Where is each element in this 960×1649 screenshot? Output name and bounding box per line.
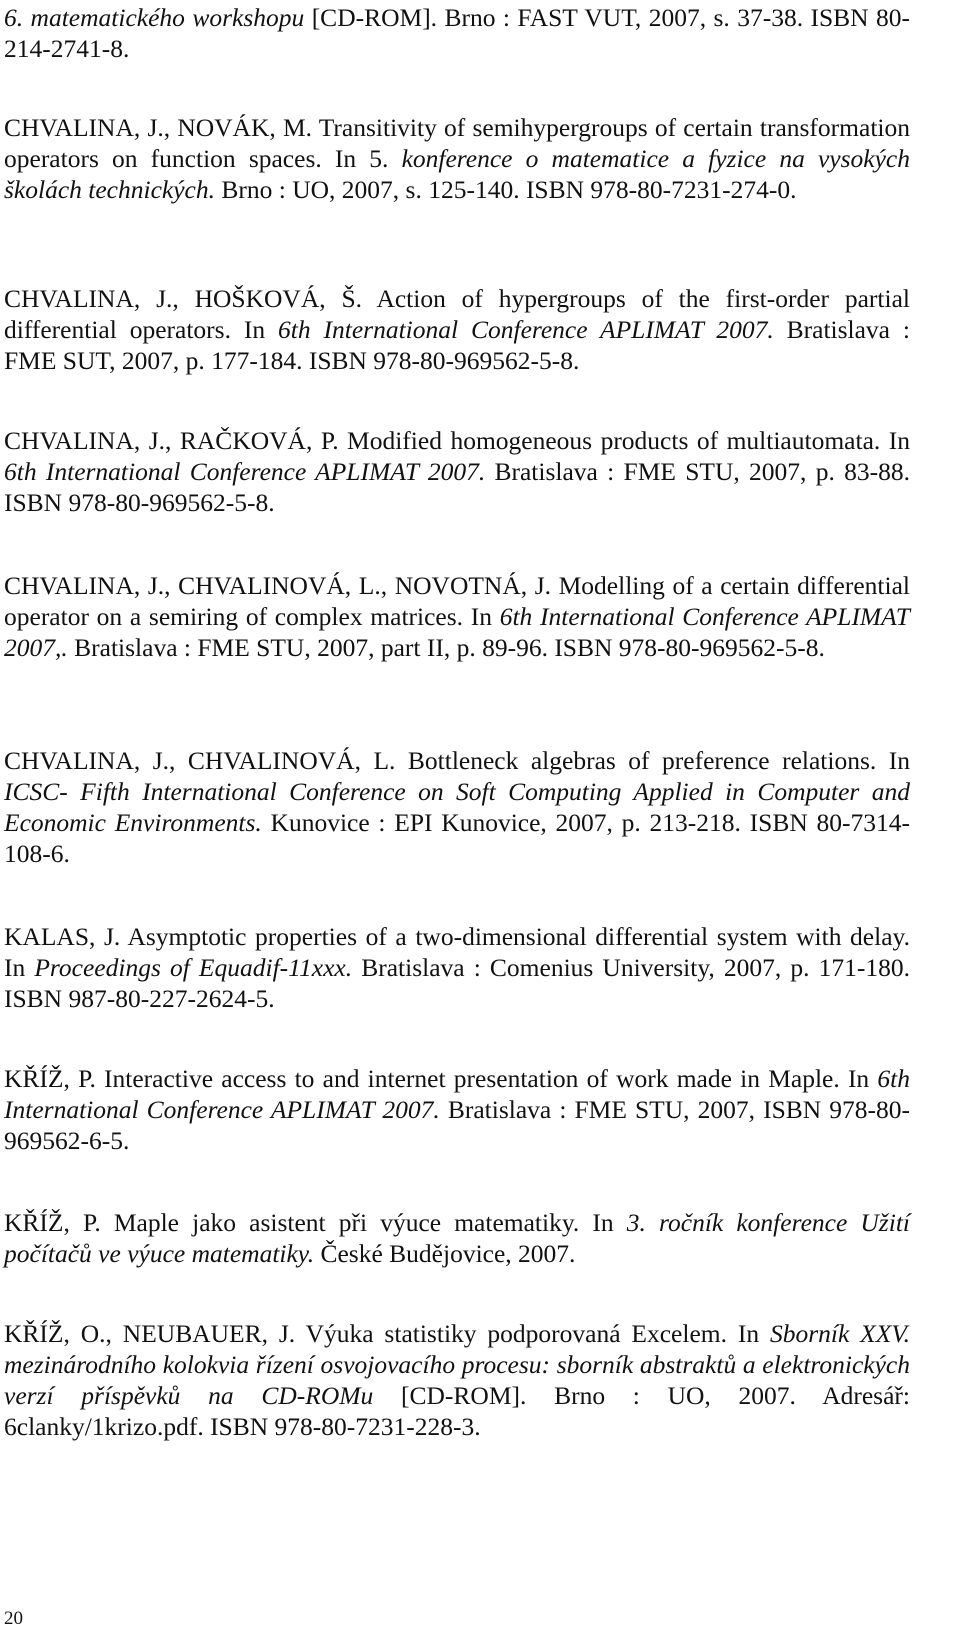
reference-text: CHVALINA, J., CHVALINOVÁ, L., NOVOTNÁ, J. Modelling of a certain differential operator on a semiring of complex matrices. In [4,571,910,631]
reference-entry [4,570,910,663]
reference-entry [4,1063,910,1156]
page-number: 20 [4,1608,23,1629]
reference-entry [4,2,910,64]
reference-text: CHVALINA, J., NOVÁK, M. Transitivity of semihypergroups of certain transformation operators on function spaces. In 5. [4,113,910,173]
reference-text: Bratislava : FME STU, 2007, ISBN 978-80-969562-6-5. [4,1095,911,1155]
reference-text: CHVALINA, J., RAČKOVÁ, P. Modified homogeneous products of multiautomata. In [4,426,910,455]
reference-title-italic: konference o matematice a fyzice na vysokých školách technických. [4,144,910,204]
reference-title-italic: 6th International Conference APLIMAT 2007. [278,315,774,344]
reference-entry [4,112,910,205]
reference-title-italic: 6. matematického workshopu [4,3,305,32]
reference-entry [4,921,910,1014]
reference-entry [4,283,910,376]
reference-title-italic: 6th International Conference APLIMAT 2007,. [4,602,910,662]
reference-text: Kunovice : EPI Kunovice, 2007, p. 213-218. ISBN 80-7314-108-6. [4,808,910,868]
reference-text: [CD-ROM]. Brno : FAST VUT, 2007, s. 37-38. ISBN 80-214-2741-8. [4,3,911,63]
reference-entry [4,1207,910,1269]
reference-text: KŘÍŽ, O., NEUBAUER, J. Výuka statistiky podporovaná Excelem. In [4,1319,770,1348]
reference-text: Bratislava : Comenius University, 2007, p. 171-180. ISBN 987-80-227-2624-5. [4,953,910,1013]
reference-text: [CD-ROM]. Brno : UO, 2007. Adresář: 6clanky/1krizo.pdf. ISBN 978-80-7231-228-3. [4,1381,910,1441]
reference-entry [4,745,910,869]
reference-title-italic: ICSC- Fifth International Conference on Soft Computing Applied in Computer and Economic Environments. [4,777,910,837]
reference-text: CHVALINA, J., HOŠKOVÁ, Š. Action of hypergroups of the first-order partial differential operators. In [4,284,910,344]
reference-text: Bratislava : FME STU, 2007, p. 83-88. ISBN 978-80-969562-5-8. [4,457,910,517]
reference-text: CHVALINA, J., CHVALINOVÁ, L. Bottleneck algebras of preference relations. In [4,746,910,775]
reference-text: Brno : UO, 2007, s. 125-140. ISBN 978-80-7231-274-0. [214,175,797,204]
reference-entry [4,425,910,518]
reference-title-italic: Sborník XXV. mezinárodního kolokvia řízení osvojovacího procesu: sborník abstraktů a elektronických verzí příspěvků na CD-ROMu [4,1319,910,1410]
reference-text: KŘÍŽ, P. Maple jako asistent při výuce matematiky. In [4,1208,627,1237]
reference-text: KALAS, J. Asymptotic properties of a two-dimensional differential system with delay. In [4,922,910,982]
reference-text: KŘÍŽ, P. Interactive access to and internet presentation of work made in Maple. In [4,1064,878,1093]
reference-entry [4,1318,910,1442]
reference-title-italic: Proceedings of Equadif-11xxx. [34,953,353,982]
reference-text: Bratislava : FME STU, 2007, part II, p. 89-96. ISBN 978-80-969562-5-8. [67,633,825,662]
reference-title-italic: 6th International Conference APLIMAT 2007. [4,457,486,486]
reference-text: České Budějovice, 2007. [314,1239,576,1268]
reference-title-italic: 3. ročník konference Užití počítačů ve výuce matematiky. [4,1208,910,1268]
reference-title-italic: 6th International Conference APLIMAT 2007. [4,1064,910,1124]
reference-text: Bratislava : FME SUT, 2007, p. 177-184. ISBN 978-80-969562-5-8. [4,315,910,375]
